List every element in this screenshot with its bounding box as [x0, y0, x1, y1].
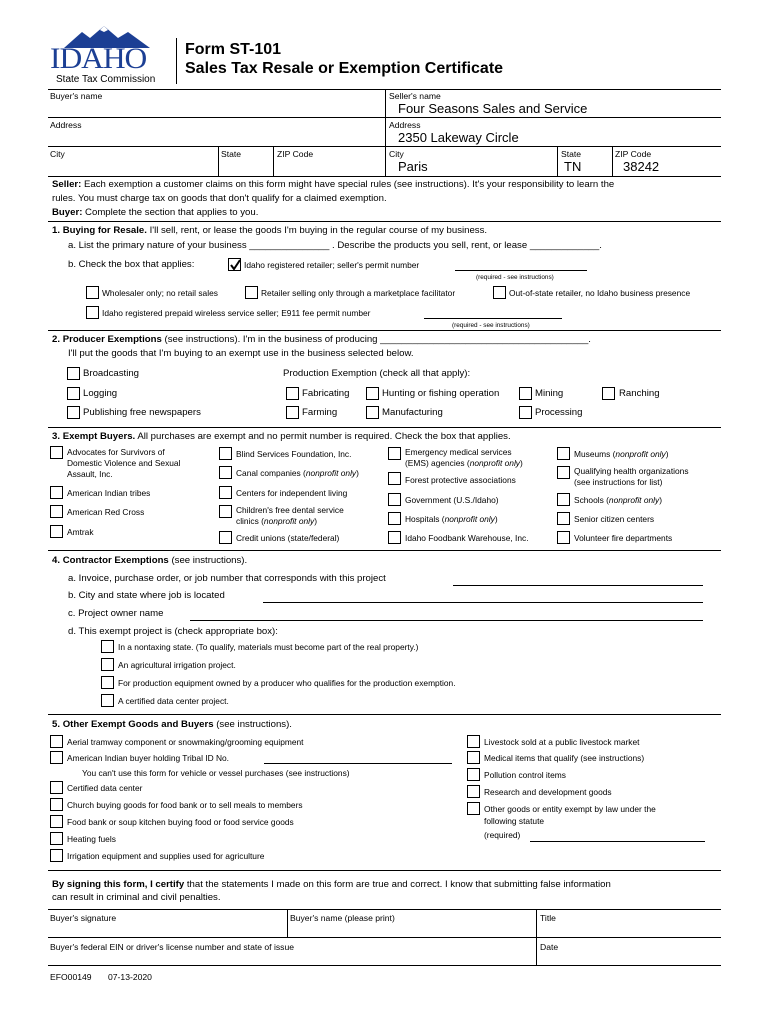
heating-fuels-checkbox[interactable] [50, 832, 63, 845]
livestock-label: Livestock sold at a public livestock market [484, 737, 640, 747]
e911-permit-line [424, 318, 562, 319]
out-of-state-label: Out-of-state retailer, no Idaho business presence [509, 288, 691, 298]
aerial-tramway-checkbox[interactable] [50, 735, 63, 748]
ems-label-2: (EMS) agencies (nonprofit only) [405, 458, 523, 468]
canal-companies-label: Canal companies (nonprofit only) [236, 468, 359, 478]
centers-independent-living-checkbox[interactable] [219, 486, 232, 499]
medical-items-label: Medical items that qualify (see instructions) [484, 753, 645, 763]
sec3-rule [48, 427, 721, 428]
other-goods-label-1: Other goods or entity exempt by law under the [484, 804, 656, 814]
registered-retailer-checkbox[interactable] [228, 258, 241, 271]
production-equipment-label: For production equipment owned by a producer who qualifies for the production exemption. [118, 678, 456, 688]
logging-label: Logging [83, 388, 118, 399]
schools-checkbox[interactable] [557, 493, 570, 506]
irrigation-project-label: An agricultural irrigation project. [118, 660, 236, 670]
ranching-checkbox[interactable] [602, 387, 615, 400]
sig-top [48, 909, 721, 910]
church-food-bank-checkbox[interactable] [50, 798, 63, 811]
marketplace-label: Retailer selling only through a marketplace facilitator [261, 288, 456, 298]
footer-date: 07-13-2020 [108, 972, 152, 982]
mining-label: Mining [535, 388, 564, 399]
production-heading: Production Exemption (check all that apply): [283, 368, 471, 379]
hunting-label: Hunting or fishing operation [382, 388, 500, 399]
sec2-line2: I'll put the goods that I'm buying to an exempt use in the business selected below. [68, 348, 414, 359]
childrens-dental-checkbox[interactable] [219, 505, 232, 518]
prepaid-wireless-checkbox[interactable] [86, 306, 99, 319]
header-divider [176, 38, 177, 84]
senior-centers-checkbox[interactable] [557, 512, 570, 525]
logo-subtitle: State Tax Commission [56, 74, 156, 85]
advocates-checkbox[interactable] [50, 446, 63, 459]
date-label: Date [540, 942, 559, 952]
buyer-address-label: Address [50, 120, 82, 130]
seller-state-label: State [561, 149, 582, 159]
sec4-heading: 4. Contractor Exemptions (see instructions). [52, 555, 248, 566]
seller-address-label: Address [389, 120, 421, 130]
grid-state-seller [557, 146, 558, 176]
buyers-name-print-label: Buyer's name (please print) [290, 913, 395, 923]
idaho-logo [50, 26, 170, 84]
red-cross-checkbox[interactable] [50, 505, 63, 518]
sec5-rule [48, 714, 721, 715]
sec1-a: a. List the primary nature of your business _______________ . Describe the products you sell, rent, or lease _____________. [68, 240, 602, 251]
farming-checkbox[interactable] [286, 406, 299, 419]
schools-label: Schools (nonprofit only) [574, 495, 663, 505]
logging-checkbox[interactable] [67, 387, 80, 400]
sellers-name-value[interactable]: Four Seasons Sales and Service [398, 101, 588, 116]
heating-fuels-label: Heating fuels [67, 834, 116, 844]
food-bank-label: Food bank or soup kitchen buying food or food service goods [67, 817, 294, 827]
buyer-zip-label: ZIP Code [277, 149, 314, 159]
credit-unions-checkbox[interactable] [219, 531, 232, 544]
qualifying-health-label-1: Qualifying health organizations [574, 466, 689, 476]
hospitals-checkbox[interactable] [388, 512, 401, 525]
sec2-heading: 2. Producer Exemptions (see instructions). I'm in the business of producing _______________________________________. [52, 334, 591, 345]
advocates-label-3: Assault, Inc. [67, 469, 113, 479]
amtrak-label: Amtrak [67, 527, 94, 537]
required-note-1: (required - see instructions) [476, 274, 554, 281]
grid-bottom [48, 176, 721, 177]
pollution-control-checkbox[interactable] [467, 768, 480, 781]
food-bank-checkbox[interactable] [50, 815, 63, 828]
seller-city-label: City [389, 149, 404, 159]
registered-retailer-label: Idaho registered retailer; seller's permit number [244, 260, 420, 270]
mining-checkbox[interactable] [519, 387, 532, 400]
ems-checkbox[interactable] [388, 447, 401, 460]
forest-protective-checkbox[interactable] [388, 472, 401, 485]
tribal-id-line [264, 763, 452, 764]
sec4-a: a. Invoice, purchase order, or job number that corresponds with this project [68, 573, 386, 584]
sec4-rule [48, 550, 721, 551]
no-vehicle-note: You can't use this form for vehicle or vessel purchases (see instructions) [82, 768, 350, 778]
publishing-label: Publishing free newspapers [83, 407, 201, 418]
checkmark-icon [229, 259, 241, 271]
sig-div-1 [287, 909, 288, 937]
certified-data-center-checkbox[interactable] [50, 781, 63, 794]
senior-centers-label: Senior citizen centers [574, 514, 655, 524]
idaho-foodbank-label: Idaho Foodbank Warehouse, Inc. [405, 533, 529, 543]
sec4-c-line [190, 620, 703, 621]
required-note-2: (required - see instructions) [452, 322, 530, 329]
footer-code: EFO00149 [50, 972, 92, 982]
red-cross-label: American Red Cross [67, 507, 145, 517]
blind-services-label: Blind Services Foundation, Inc. [236, 449, 352, 459]
marketplace-checkbox[interactable] [245, 286, 258, 299]
seller-note-line2: rules. You must charge tax on goods that don't qualify for a claimed exemption. [52, 193, 387, 204]
manufacturing-label: Manufacturing [382, 407, 443, 418]
production-equipment-checkbox[interactable] [101, 676, 114, 689]
childrens-dental-label-1: Children's free dental service [236, 505, 344, 515]
aerial-tramway-label: Aerial tramway component or snowmaking/grooming equipment [67, 737, 304, 747]
broadcasting-label: Broadcasting [83, 368, 139, 379]
research-development-label: Research and development goods [484, 787, 612, 797]
qualifying-health-checkbox[interactable] [557, 466, 570, 479]
title-label: Title [540, 913, 556, 923]
irrigation-equipment-checkbox[interactable] [50, 849, 63, 862]
permit-number-line [455, 270, 587, 271]
certify-line2: can result in criminal and civil penalties. [52, 892, 221, 903]
irrigation-equipment-label: Irrigation equipment and supplies used for agriculture [67, 851, 265, 861]
idaho-foodbank-checkbox[interactable] [388, 531, 401, 544]
sec4-c: c. Project owner name [68, 608, 164, 619]
government-checkbox[interactable] [388, 493, 401, 506]
volunteer-fire-label: Volunteer fire departments [574, 533, 673, 543]
seller-state-value[interactable]: TN [564, 159, 582, 174]
nontaxing-state-checkbox[interactable] [101, 640, 114, 653]
museums-checkbox[interactable] [557, 447, 570, 460]
other-goods-label-3: (required) [484, 830, 521, 840]
qualifying-health-label-2: (see instructions for list) [574, 477, 663, 487]
sig-mid [48, 937, 721, 938]
church-food-bank-label: Church buying goods for food bank or to sell meals to members [67, 800, 303, 810]
sig-bottom [48, 965, 721, 966]
grid-state-buyer [218, 146, 219, 176]
processing-label: Processing [535, 407, 583, 418]
other-goods-label-2: following statute [484, 816, 545, 826]
sec4-b: b. City and state where job is located [68, 590, 225, 601]
sec2-rule [48, 330, 721, 331]
seller-zip-label: ZIP Code [615, 149, 652, 159]
sec4-b-line [263, 602, 703, 603]
buyers-signature-label: Buyer's signature [50, 913, 117, 923]
sec1-b: b. Check the box that applies: [68, 259, 195, 270]
buyers-name-label: Buyer's name [50, 91, 103, 101]
wholesaler-label: Wholesaler only; no retail sales [102, 288, 218, 298]
processing-checkbox[interactable] [519, 406, 532, 419]
farming-label: Farming [302, 407, 338, 418]
childrens-dental-label-2: clinics (nonprofit only) [236, 516, 318, 526]
medical-items-checkbox[interactable] [467, 751, 480, 764]
buyer-note: Buyer: Complete the section that applies to you. [52, 207, 259, 218]
hunting-checkbox[interactable] [366, 387, 379, 400]
credit-unions-label: Credit unions (state/federal) [236, 533, 340, 543]
seller-note-line1: Seller: Each exemption a customer claims on this form might have special rules (see instructions). It's your responsibility to learn the [52, 179, 615, 190]
sellers-name-label: Seller's name [389, 91, 441, 101]
grid-zip-buyer [273, 146, 274, 176]
ranching-label: Ranching [619, 388, 660, 399]
hospitals-label: Hospitals (nonprofit only) [405, 514, 498, 524]
form-title: Sales Tax Resale or Exemption Certificate [185, 60, 504, 77]
pollution-control-label: Pollution control items [484, 770, 566, 780]
american-indian-tribes-label: American Indian tribes [67, 488, 151, 498]
advocates-label-2: Domestic Violence and Sexual [67, 458, 181, 468]
amtrak-checkbox[interactable] [50, 525, 63, 538]
out-of-state-checkbox[interactable] [493, 286, 506, 299]
broadcasting-checkbox[interactable] [67, 367, 80, 380]
canal-companies-checkbox[interactable] [219, 466, 232, 479]
sec4-a-line [453, 585, 703, 586]
sec3-heading: 3. Exempt Buyers. All purchases are exempt and no permit number is required. Check the box that applies. [52, 431, 511, 442]
blind-services-checkbox[interactable] [219, 447, 232, 460]
other-goods-checkbox[interactable] [467, 802, 480, 815]
livestock-checkbox[interactable] [467, 735, 480, 748]
fabricating-checkbox[interactable] [286, 387, 299, 400]
grid-mid [385, 89, 386, 176]
forest-protective-label: Forest protective associations [405, 475, 516, 485]
seller-zip-value[interactable]: 38242 [623, 159, 660, 174]
prepaid-wireless-label: Idaho registered prepaid wireless service seller; E911 fee permit number [102, 308, 371, 318]
volunteer-fire-checkbox[interactable] [557, 531, 570, 544]
certified-data-center-label: Certified data center [67, 783, 143, 793]
sec1-rule [48, 221, 721, 222]
ems-label-1: Emergency medical services [405, 447, 512, 457]
american-indian-tribes-checkbox[interactable] [50, 486, 63, 499]
ein-label: Buyer's federal EIN or driver's license number and state of issue [50, 942, 295, 952]
american-indian-buyer-checkbox[interactable] [50, 751, 63, 764]
government-label: Government (U.S./Idaho) [405, 495, 499, 505]
advocates-label-1: Advocates for Survivors of [67, 447, 165, 457]
centers-independent-living-label: Centers for independent living [236, 488, 348, 498]
sig-div-2 [536, 909, 537, 965]
buyer-state-label: State [221, 149, 242, 159]
sec5-heading: 5. Other Exempt Goods and Buyers (see instructions). [52, 719, 292, 730]
wholesaler-checkbox[interactable] [86, 286, 99, 299]
american-indian-buyer-label: American Indian buyer holding Tribal ID No. [67, 753, 229, 763]
logo-word: IDAHO [50, 42, 147, 75]
manufacturing-checkbox[interactable] [366, 406, 379, 419]
seller-address-value[interactable]: 2350 Lakeway Circle [398, 130, 519, 145]
certify-line1: By signing this form, I certify that the statements I made on this form are true and correct. I know that submitting false information [52, 879, 611, 890]
publishing-checkbox[interactable] [67, 406, 80, 419]
data-center-project-checkbox[interactable] [101, 694, 114, 707]
nontaxing-state-label: In a nontaxing state. (To qualify, materials must become part of the real property.) [118, 642, 419, 652]
form-number: Form ST-101 [185, 41, 282, 58]
data-center-project-label: A certified data center project. [118, 696, 229, 706]
grid-zip-seller [612, 146, 613, 176]
seller-city-value[interactable]: Paris [398, 159, 428, 174]
sec4-d: d. This exempt project is (check appropriate box): [68, 626, 278, 637]
certify-rule [48, 870, 721, 871]
sec1-heading: 1. Buying for Resale. I'll sell, rent, or lease the goods I'm buying in the regular course of my business. [52, 225, 488, 236]
irrigation-project-checkbox[interactable] [101, 658, 114, 671]
buyer-city-label: City [50, 149, 65, 159]
research-development-checkbox[interactable] [467, 785, 480, 798]
fabricating-label: Fabricating [302, 388, 350, 399]
museums-label: Museums (nonprofit only) [574, 449, 669, 459]
statute-line [530, 841, 705, 842]
